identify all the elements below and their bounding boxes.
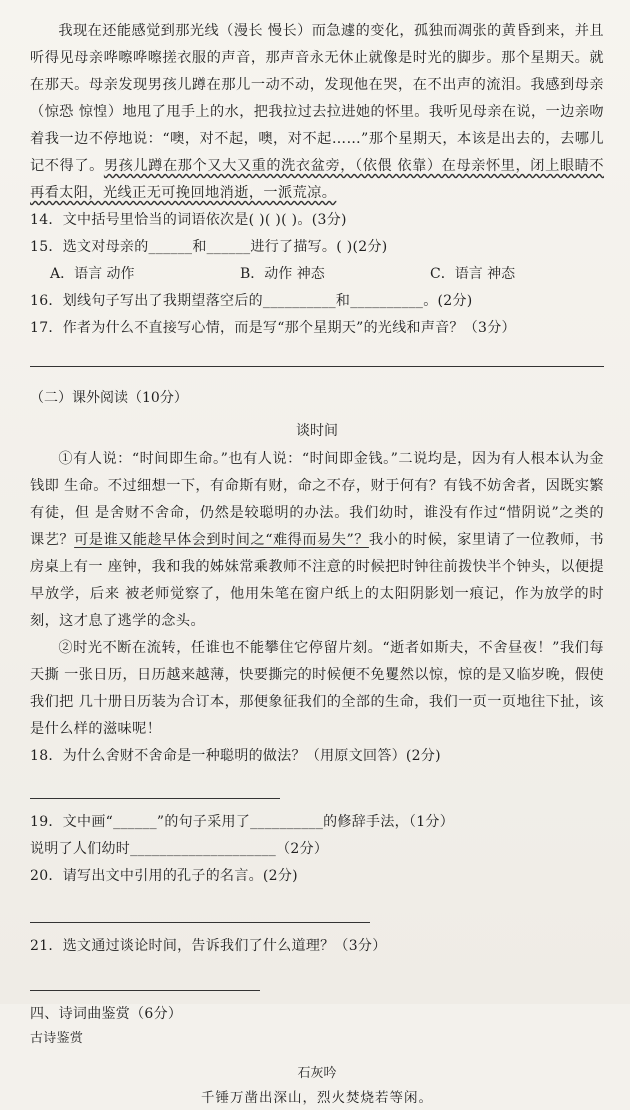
passage-paragraph	[30, 18, 604, 207]
question-19-b: 说明了人们幼时____________________（2分）	[30, 841, 329, 857]
article-text: ①有人说：“时间即生命。”也有人说：“时间即金钱。”二说均是，因为有人根本认为金钱即 生命。不过细想一下，有命斯有财，命之不存，财于何有？有钱不妨舍	[30, 451, 604, 494]
answer-line-21	[30, 972, 260, 991]
question-14: 14．文中括号里恰当的词语依次是( )( )( )。(3分)	[30, 212, 347, 228]
question-15: 15．选文对母亲的______和______进行了描写。( )(2分)	[30, 239, 388, 255]
section-heading-extracurricular: （二）课外阅读（10分）	[30, 390, 188, 406]
poem-title: 石灰吟	[297, 1066, 337, 1081]
question-18: 18．为什么舍财不舍命是一种聪明的做法？（用原文回答）(2分)	[30, 748, 441, 764]
underlined-sentence: 可是谁又能趁早体会到时间之“难得而易失”？	[74, 532, 369, 548]
option-b: B．动作 神态	[240, 266, 325, 282]
article-text: 者，因既实繁有徒，但 是舍财不舍命，仍然是较聪明的办法。我们幼时，谁没有作过“惜阴说”之类的课艺？	[30, 478, 604, 548]
question-17: 17．作者为什么不直接写心情，而是写“那个星期天”的光线和声音？（3分）	[30, 320, 516, 336]
answer-line-17	[30, 348, 604, 367]
question-20: 20．请写出文中引用的孔子的名言。(2分)	[30, 868, 298, 884]
answer-line-20	[30, 904, 370, 923]
section-heading-poetry: 四、诗词曲鉴赏（6分）	[30, 1006, 183, 1022]
option-c: C．语言 神态	[430, 266, 516, 282]
question-21: 21．选文通过谈论时间，告诉我们了什么道理？（3分）	[30, 938, 387, 954]
poem-line: 千锤万凿出深山，烈火焚烧若等闲。	[201, 1090, 433, 1106]
question-19-a: 19．文中画“______”的句子采用了__________的修辞手法，（1分）	[30, 814, 455, 830]
passage-text: 我现在还能感觉到那光线（漫长 慢长）而急遽的变化，孤独而凋张的黄昏到来，并且听得见母亲哗嚓哗嚓搓衣服的声音，那声音永无休止就像是时光的脚步。那个星期天。就在那天。母亲发现男孩儿蹲在那儿一动不动，发现他在哭，在不出声的流泪。我感到母亲（惊恐 惊惶）地甩了甩手上的水，把我拉过去拉进她的怀里。我听见母亲在说，一边亲吻着我一边不停地说：“噢，对不起，噢，对不起……”那个星期天，本该是出去的，去哪儿记不得了。	[30, 23, 604, 174]
option-a: A．语言 动作	[50, 266, 135, 282]
underlined-sentence: 男孩儿蹲在那个又大又重的洗衣盆旁，（依偎 依靠）在母亲怀里，闭上眼睛不再看太阳，光线正无可挽回地消逝，一派荒凉。	[30, 158, 604, 201]
article-text: 我小的时候，家里请了一位教师，书房桌上有一 座钟，我和我的姊妹常乘教师不注意的时候把时钟往前拨快半个钟头，以便提早放学，后来 被老师觉察了，他用朱笔在窗户纸上的太阳阴影划一痕记，作为放学的时刻，这才息了逃学的念头。	[30, 532, 604, 629]
answer-line-18	[30, 780, 280, 799]
question-16: 16．划线句子写出了我期望落空后的__________和__________。(2分)	[30, 293, 473, 309]
article-paragraph-2: ②时光不断在流转，任谁也不能攀住它停留片刻。“逝者如斯夫，不舍昼夜！”我们每天撕 一张日历，日历越来越薄，快要撕完的时候便不免矍然以惊，惊的是又临岁晚，假使我们把 几十册日历装为合订本，那便象征我们的全部的生命，我们一页一页地往下扯，该是什么样的滋味呢！	[30, 640, 604, 737]
sub-heading-poem: 古诗鉴赏	[30, 1031, 84, 1046]
article-title: 谈时间	[296, 423, 338, 439]
question-15-options	[30, 261, 604, 288]
article-paragraph-1	[30, 446, 604, 635]
